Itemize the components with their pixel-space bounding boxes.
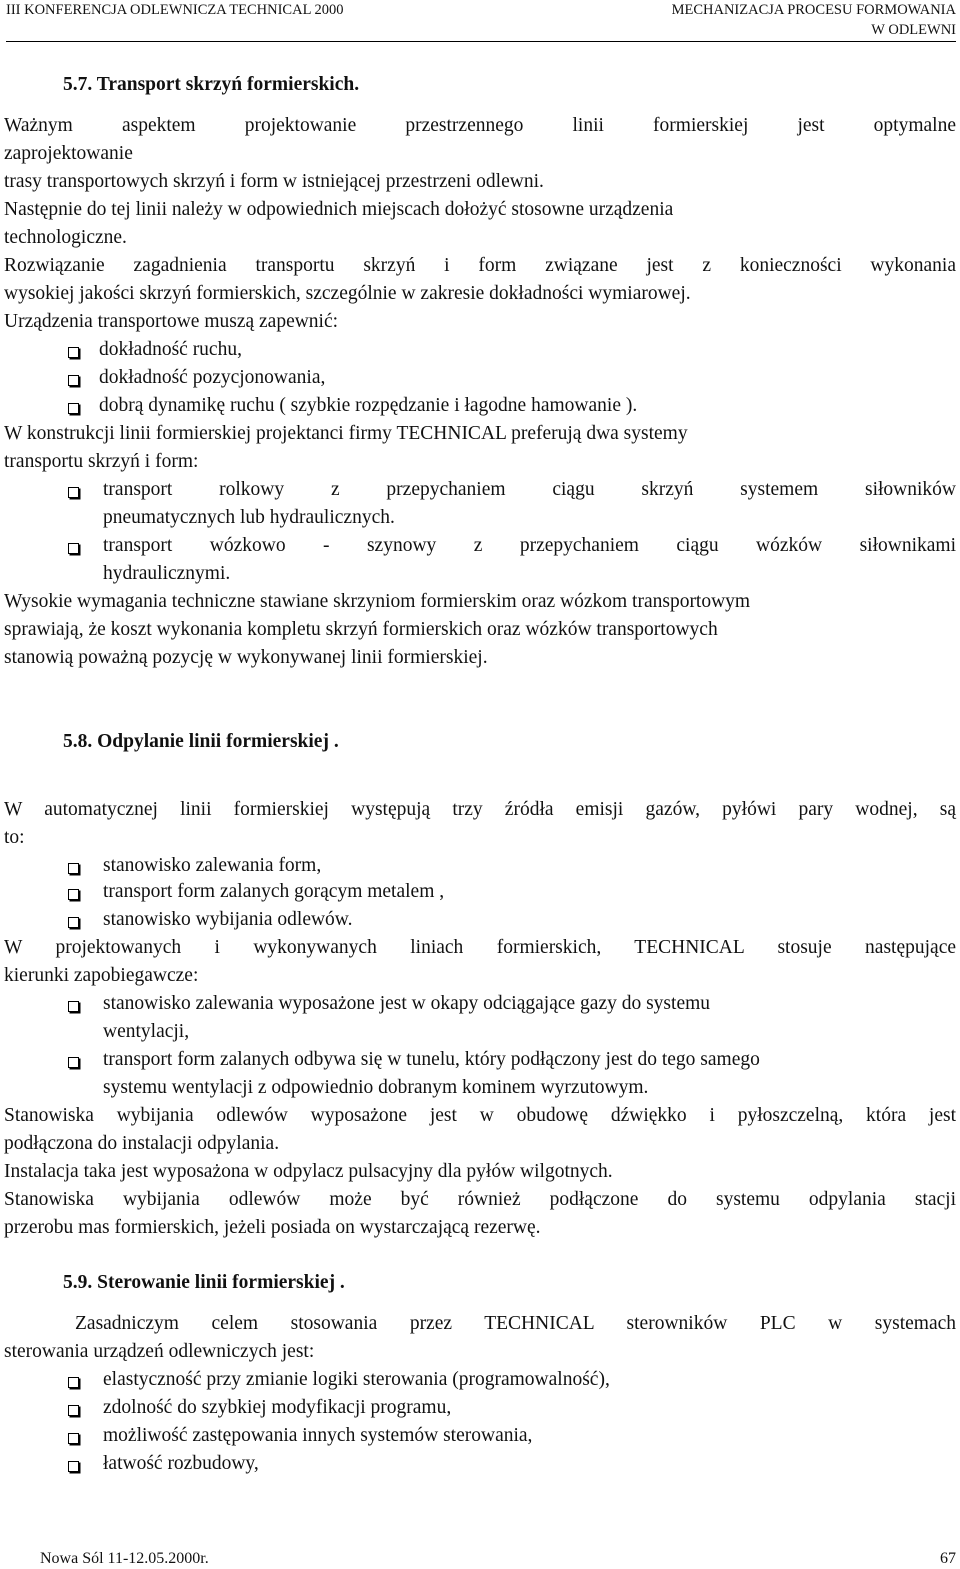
paragraph-line: Wysokie wymagania techniczne stawiane skrzyniom formierskim oraz wózkom transportowym <box>4 591 751 612</box>
list-item: dobrą dynamikę ruchu ( szybkie rozpędzanie i łagodne hamowanie ). <box>99 395 638 416</box>
bullet-checkbox-icon <box>68 863 79 874</box>
paragraph-line: podłączona do instalacji odpylania. <box>4 1133 280 1154</box>
paragraph-line: W projektowanych i wykonywanych liniach formierskich, TECHNICAL stosuje następujące <box>4 937 956 958</box>
paragraph-line: technologiczne. <box>4 227 127 248</box>
paragraph-line: kierunki zapobiegawcze: <box>4 965 199 986</box>
bullet-checkbox-icon <box>68 403 79 414</box>
paragraph-line: sprawiają, że koszt wykonania kompletu skrzyń formierskich oraz wózków transportowych <box>4 619 718 640</box>
bullet-checkbox-icon <box>68 375 79 386</box>
paragraph-line: to: <box>4 827 25 848</box>
paragraph-line: stanowią poważną pozycję w wykonywanej linii formierskiej. <box>4 647 488 668</box>
bullet-checkbox-icon <box>68 889 79 900</box>
list-item: zdolność do szybkiej modyfikacji programu, <box>103 1397 452 1418</box>
list-item: stanowisko wybijania odlewów. <box>103 909 353 930</box>
footer-place-date: Nowa Sól 11-12.05.2000r. <box>40 1550 209 1567</box>
list-item: dokładność ruchu, <box>99 339 242 360</box>
paragraph-line: Zasadniczym celem stosowania przez TECHNICAL sterowników PLC w systemach <box>75 1313 956 1334</box>
paragraph-line: Rozwiązanie zagadnienia transportu skrzyń i form związane jest z konieczności wykonania <box>4 255 956 276</box>
bullet-checkbox-icon <box>68 1433 79 1444</box>
header-chapter-line-2: W ODLEWNI <box>871 22 956 38</box>
paragraph-line: Następnie do tej linii należy w odpowiednich miejscach dołożyć stosowne urządzenia <box>4 199 674 220</box>
list-item-continuation: hydraulicznymi. <box>103 563 231 584</box>
paragraph-line: zaprojektowanie <box>4 143 133 164</box>
bullet-checkbox-icon <box>68 543 79 554</box>
header-chapter-title <box>672 0 956 40</box>
list-item: stanowisko zalewania form, <box>103 855 322 876</box>
paragraph-line: Ważnym aspektem projektowanie przestrzennego linii formierskiej jest optymalne <box>4 115 956 136</box>
paragraph-line: wysokiej jakości skrzyń formierskich, szczególnie w zakresie dokładności wymiarowej. <box>4 283 691 304</box>
paragraph-line: Stanowiska wybijania odlewów wyposażone jest w obudowę dźwiękko i pyłoszczelną, która jest <box>4 1105 956 1126</box>
section-heading-5-9: 5.9. Sterowanie linii formierskiej . <box>63 1272 345 1293</box>
list-item: transport wózkowo - szynowy z przepychaniem ciągu wózków siłownikami <box>103 535 956 556</box>
paragraph-line: Instalacja taka jest wyposażona w odpylacz pulsacyjny dla pyłów wilgotnych. <box>4 1161 613 1182</box>
bullet-checkbox-icon <box>68 1057 79 1068</box>
list-item: transport form zalanych gorącym metalem , <box>103 881 445 902</box>
paragraph-line: sterowania urządzeń odlewniczych jest: <box>4 1341 315 1362</box>
bullet-checkbox-icon <box>68 487 79 498</box>
list-item-continuation: wentylacji, <box>103 1021 190 1042</box>
paragraph-line: W konstrukcji linii formierskiej projektanci firmy TECHNICAL preferują dwa systemy <box>4 423 688 444</box>
list-item: stanowisko zalewania wyposażone jest w okapy odciągające gazy do systemu <box>103 993 711 1014</box>
header-rule <box>6 41 956 42</box>
list-item: łatwość rozbudowy, <box>103 1453 259 1474</box>
list-item: możliwość zastępowania innych systemów sterowania, <box>103 1425 533 1446</box>
paragraph-line: Urządzenia transportowe muszą zapewnić: <box>4 311 339 332</box>
section-heading-5-8: 5.8. Odpylanie linii formierskiej . <box>63 731 339 752</box>
paragraph-line: W automatycznej linii formierskiej występują trzy źródła emisji gazów, pyłówi pary wodnej, są <box>4 799 956 820</box>
footer-page-number: 67 <box>940 1550 956 1567</box>
list-item: transport rolkowy z przepychaniem ciągu skrzyń systemem siłowników <box>103 479 956 500</box>
header-chapter-line-1: MECHANIZACJA PROCESU FORMOWANIA <box>671 2 956 18</box>
list-item-continuation: systemu wentylacji z odpowiednio dobranym kominem wyrzutowym. <box>103 1077 649 1098</box>
section-heading-5-7: 5.7. Transport skrzyń formierskich. <box>63 74 360 95</box>
paragraph-line: przerobu mas formierskich, jeżeli posiada on wystarczającą rezerwę. <box>4 1217 541 1238</box>
bullet-checkbox-icon <box>68 1405 79 1416</box>
bullet-checkbox-icon <box>68 917 79 928</box>
list-item: dokładność pozycjonowania, <box>99 367 326 388</box>
list-item-continuation: pneumatycznych lub hydraulicznych. <box>103 507 395 528</box>
bullet-checkbox-icon <box>68 347 79 358</box>
paragraph-line: Stanowiska wybijania odlewów może być również podłączone do systemu odpylania stacji <box>4 1189 956 1210</box>
paragraph-line: trasy transportowych skrzyń i form w istniejącej przestrzeni odlewni. <box>4 171 544 192</box>
list-item: elastyczność przy zmianie logiki sterowania (programowalność), <box>103 1369 610 1390</box>
bullet-checkbox-icon <box>68 1001 79 1012</box>
paragraph-line: transportu skrzyń i form: <box>4 451 199 472</box>
bullet-checkbox-icon <box>68 1377 79 1388</box>
bullet-checkbox-icon <box>68 1461 79 1472</box>
list-item: transport form zalanych odbywa się w tunelu, który podłączony jest do tego samego <box>103 1049 760 1070</box>
header-conference-title: III KONFERENCJA ODLEWNICZA TECHNICAL 2000 <box>6 2 344 18</box>
